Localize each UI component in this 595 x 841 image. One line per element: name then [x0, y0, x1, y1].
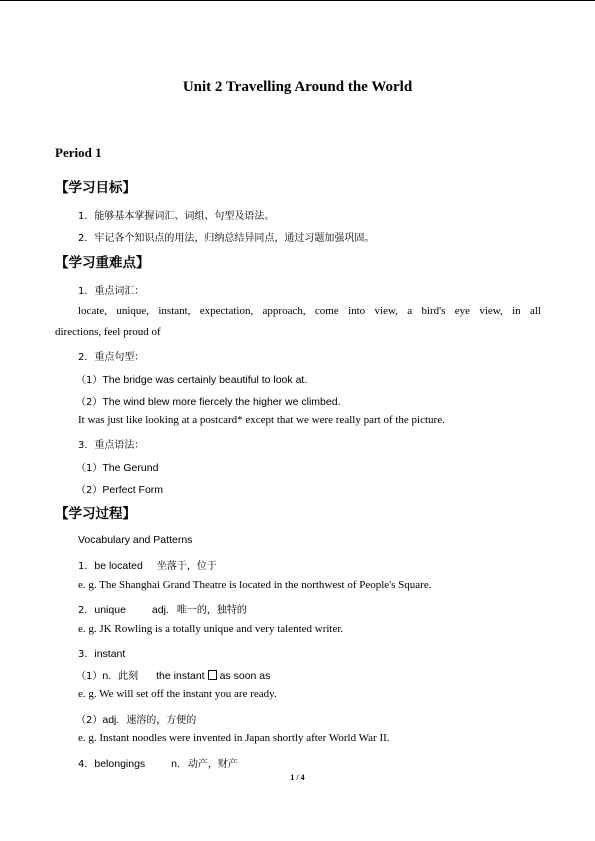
vocab-example-be-located: e. g. The Shanghai Grand Theatre is located in the northwest of People's Square.: [78, 579, 432, 591]
vocab-example-instant-adj: e. g. Instant noodles were invented in Japan shortly after World War II.: [78, 732, 390, 744]
key-grammar-item-2: [76, 480, 163, 498]
document-title: Unit 2 Travelling Around the World: [182, 79, 413, 95]
sense-number: （1）: [76, 671, 103, 682]
key-pattern-item-2: [76, 392, 340, 410]
vocab-entry-belongings: [78, 754, 238, 772]
entry-number: 4．: [78, 759, 95, 770]
entry-word: be located: [94, 560, 143, 572]
sense-equivalent: as soon as: [219, 670, 271, 682]
entry-definition: 唯一的，独特的: [176, 605, 247, 616]
item-text: The Gerund: [102, 462, 159, 474]
entry-word: belongings: [94, 758, 146, 770]
sense-definition: 速溶的，方便的: [126, 715, 197, 726]
item-number: （1）: [76, 463, 103, 474]
top-border-line: [0, 0, 595, 1]
item-number: （1）: [76, 375, 103, 386]
entry-definition: 动产，财产: [187, 759, 238, 770]
item-text: Perfect Form: [102, 484, 164, 496]
entry-number: 1．: [78, 561, 95, 572]
item-number: （2）: [76, 397, 103, 408]
item-text: The bridge was certainly beautiful to look at.: [102, 374, 308, 386]
entry-part-of-speech: adj.: [151, 604, 169, 616]
sense-phrase: the instant: [156, 670, 205, 682]
key-grammar-item-1: [76, 458, 158, 476]
item-text: The wind blew more fiercely the higher we climbed.: [102, 396, 341, 408]
equivalence-box-icon: [208, 670, 217, 680]
key-pattern-item-1: [76, 370, 307, 388]
key-vocab-label: 1．重点词汇：: [78, 286, 145, 297]
sense-part-of-speech: adj.: [102, 714, 120, 726]
vocab-entry-instant: [78, 644, 125, 662]
vocab-entry-unique: [78, 600, 247, 618]
entry-part-of-speech: n.: [171, 758, 180, 770]
page-number: 1 / 4: [290, 773, 305, 782]
vocab-patterns-heading: Vocabulary and Patterns: [78, 534, 193, 546]
entry-number: 3．: [78, 649, 95, 660]
section-heading-goals: 【学习目标】: [55, 180, 136, 196]
entry-word: instant: [94, 648, 126, 660]
sense-number: （2）: [76, 715, 103, 726]
entry-definition: 坐落于，位于: [156, 561, 217, 572]
vocab-example-unique: e. g. JK Rowling is a totally unique and very talented writer.: [78, 623, 344, 635]
key-patterns-label: 2．重点句型：: [78, 352, 145, 363]
goal-item-2: 2．牢记各个知识点的用法，归纳总结异同点，通过习题加强巩固。: [78, 233, 375, 244]
key-vocab-list-line-1: locate, unique, instant, expectation, approach, come into view, a bird's eye view, in all: [78, 305, 541, 317]
vocab-sense-instant-adj: [76, 710, 196, 728]
entry-number: 2．: [78, 605, 95, 616]
section-heading-key-points: 【学习重难点】: [55, 255, 150, 271]
period-heading: Period 1: [55, 145, 102, 160]
entry-word: unique: [94, 604, 126, 616]
vocab-entry-be-located: [78, 556, 217, 574]
sense-definition: 此刻: [118, 671, 139, 682]
key-pattern-extra-sentence: It was just like looking at a postcard* except that we were really part of the picture.: [78, 414, 445, 426]
vocab-example-instant-noun: e. g. We will set off the instant you are ready.: [78, 688, 277, 700]
vocab-sense-instant-noun: [76, 666, 270, 684]
item-number: （2）: [76, 485, 103, 496]
key-vocab-list-line-2: directions, feel proud of: [55, 326, 161, 338]
section-heading-process: 【学习过程】: [55, 506, 136, 522]
goal-item-1: 1．能够基本掌握词汇、词组、句型及语法。: [78, 211, 275, 222]
key-grammar-label: 3．重点语法：: [78, 440, 145, 451]
sense-part-of-speech: n.: [102, 670, 112, 682]
